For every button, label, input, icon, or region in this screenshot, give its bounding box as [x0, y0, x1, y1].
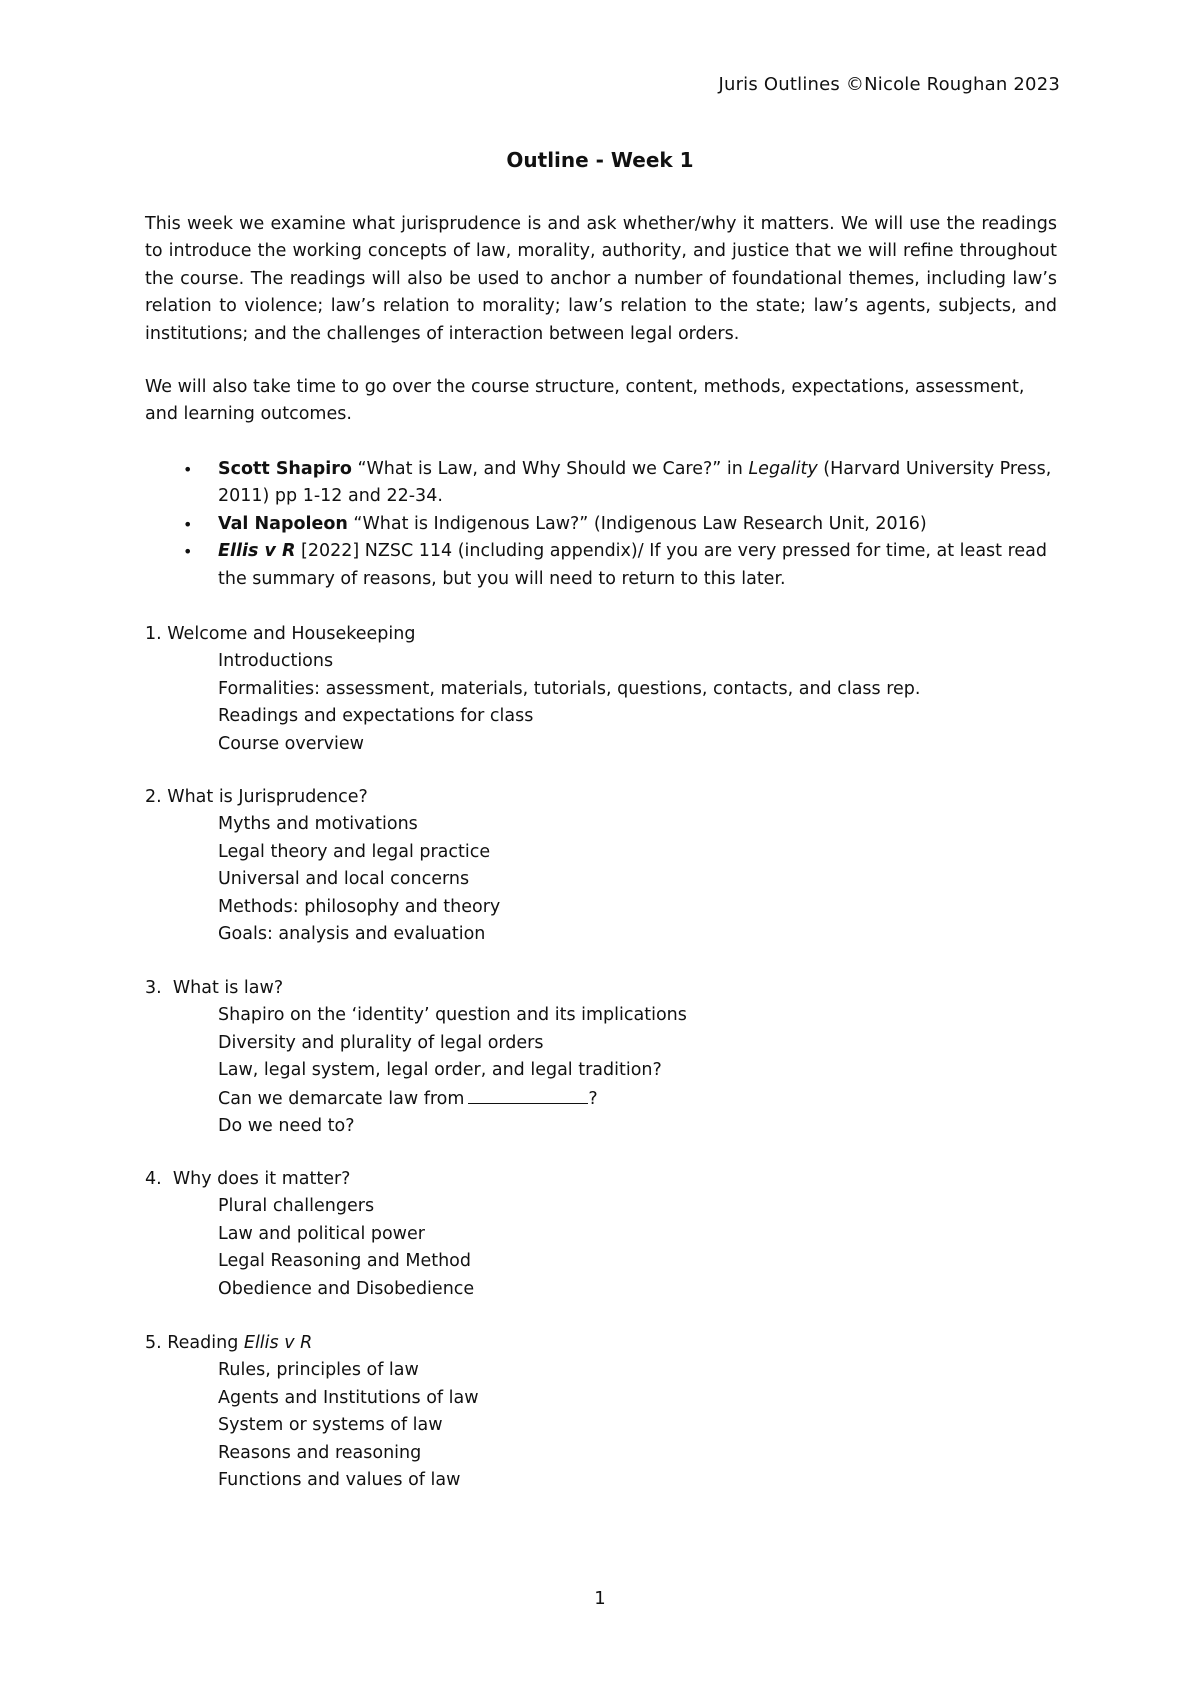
reading-case: Ellis v R: [218, 541, 296, 562]
section-item: Course overview: [218, 733, 364, 754]
section-item: Myths and motivations: [218, 814, 418, 835]
section-item: Shapiro on the ‘identity’ question and its implications: [218, 1005, 687, 1026]
section-item: Formalities: assessment, materials, tutorials, questions, contacts, and class rep.: [218, 678, 921, 699]
section-heading: 2. What is Jurisprudence?: [145, 787, 368, 807]
header-copyright: Juris Outlines ©Nicole Roughan 2023: [718, 74, 1060, 95]
section-5: [145, 1330, 1057, 1494]
section-item: Law and political power: [218, 1223, 425, 1244]
fill-in-blank: [468, 1085, 588, 1104]
section-item: Obedience and Disobedience: [218, 1278, 475, 1299]
section-2: [145, 784, 1057, 948]
page-number: 1: [594, 1588, 606, 1609]
reading-text-end: (Harvard University Press, 2011) pp 1-12 and 22-34.: [218, 459, 1052, 507]
section-item: Plural challengers: [218, 1196, 375, 1217]
section-1: [145, 621, 1057, 758]
reading-author: Val Napoleon: [218, 513, 348, 534]
section-item: Rules, principles of law: [218, 1360, 419, 1381]
section-heading: 5. Reading Ellis v R: [145, 1333, 313, 1353]
section-heading: 1. Welcome and Housekeeping: [145, 624, 416, 644]
section-item: Functions and values of law: [218, 1470, 461, 1491]
section-item: Agents and Institutions of law: [218, 1387, 479, 1408]
page-title: Outline - Week 1: [506, 148, 694, 172]
section-heading: 3. What is law?: [145, 978, 284, 998]
readings-list: [145, 456, 1057, 593]
section-item: System or systems of law: [218, 1415, 443, 1436]
reading-item: [145, 538, 1057, 593]
section-item: Reasons and reasoning: [218, 1442, 422, 1463]
reading-author: Scott Shapiro: [218, 459, 352, 479]
reading-italic: Legality: [748, 459, 818, 479]
section-item: Introductions: [218, 651, 334, 672]
intro-paragraph-1: This week we examine what jurisprudence is and ask whether/why it matters. We will use the readings to introduce the working concepts of law, morality, authority, and justice that we will refine throughout the course. The readings will also be used to anchor a number of foundational themes, including law’s relation to violence; law’s relation to morality; law’s relation to the state; law’s agents, subjects, and institutions; and the challenges of interaction between legal orders.: [145, 214, 1057, 344]
section-item: Methods: philosophy and theory: [218, 896, 501, 917]
section-item: Readings and expectations for class: [218, 706, 534, 727]
reading-text: “What is Indigenous Law?” (Indigenous Law Research Unit, 2016): [347, 513, 927, 534]
section-item: Diversity and plurality of legal orders: [218, 1032, 544, 1053]
section-item: Law, legal system, legal order, and legal tradition?: [218, 1060, 662, 1081]
section-item: Goals: analysis and evaluation: [218, 924, 486, 945]
reading-item: [145, 456, 1057, 511]
section-4: [145, 1166, 1057, 1303]
section-item: Do we need to?: [218, 1116, 355, 1137]
section-3: [145, 975, 1057, 1140]
intro-paragraph-2: We will also take time to go over the course structure, content, methods, expectations, assessment, and learning outcomes.: [145, 377, 1025, 425]
section-item: Legal Reasoning and Method: [218, 1251, 471, 1272]
reading-item: [145, 511, 1057, 538]
bullet-icon: •: [183, 460, 193, 479]
section-item-blank: Can we demarcate law from ?: [145, 1085, 1057, 1113]
bullet-icon: •: [183, 514, 193, 534]
section-item: Universal and local concerns: [218, 869, 470, 890]
section-heading: 4. Why does it matter?: [145, 1169, 351, 1189]
reading-text: “What is Law, and Why Should we Care?” in: [351, 459, 749, 479]
section-item: Legal theory and legal practice: [218, 841, 491, 862]
bullet-icon: •: [183, 542, 193, 562]
reading-text: [2022] NZSC 114 (including appendix)/ If you are very pressed for time, at least read the summary of reasons, but you will need to return to this later.: [218, 541, 1047, 589]
